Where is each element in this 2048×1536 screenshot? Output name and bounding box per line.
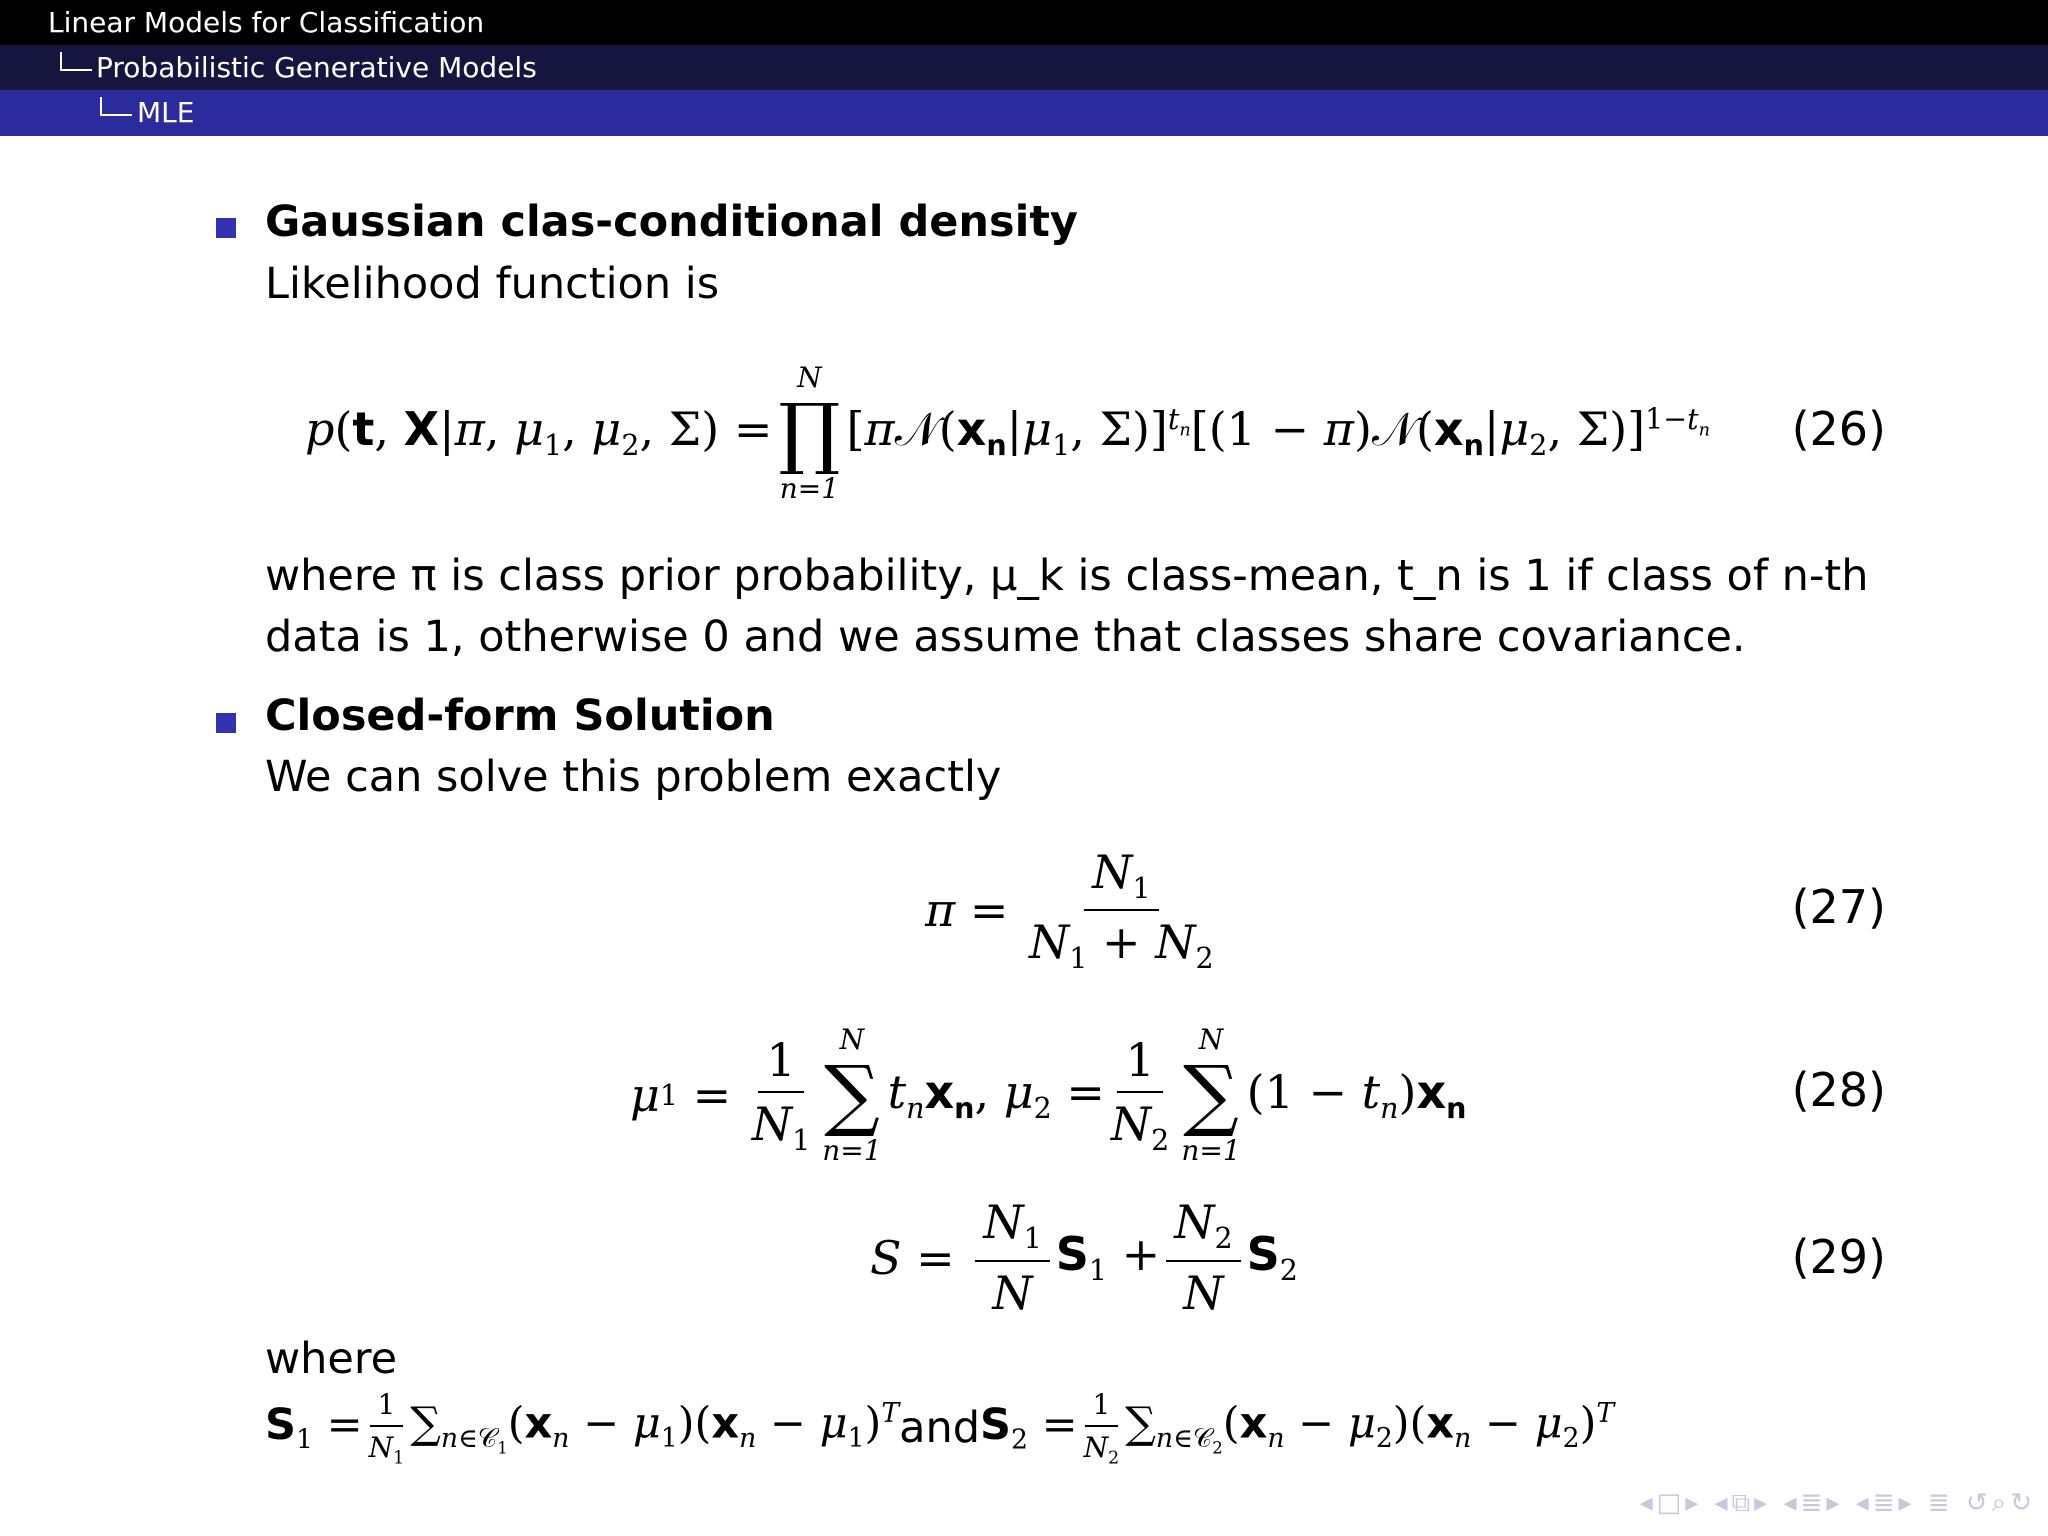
tree-corner-icon xyxy=(100,97,132,116)
equation-number: (26) xyxy=(1791,402,1886,456)
bullet-icon xyxy=(216,713,236,733)
header-subsection-bar[interactable] xyxy=(0,45,2048,90)
equation-28: μ 1 = $\frac{1}{N_1}$ N ∑ n=1 $t_nx_n$, $\mu_2$ = $\frac{1}{N_2}$ N ∑ n=1 $(1 - t_n)x_n$ xyxy=(630,1023,1467,1167)
equation-number: (29) xyxy=(1791,1230,1886,1284)
equation-26: p(t, X|π, $\mu_1$, $\mu_2$, Σ) = N ∏ n=1 [$\pi 𝒩(x_n|\mu_1$, $\Sigma)]^{t_n}[(1 - \pi)𝒩(x_n|\mu_2$, Σ)]$^{1-t_n}$ xyxy=(305,360,1711,505)
equation-number: (27) xyxy=(1791,880,1886,934)
and-word: and xyxy=(899,1403,981,1453)
item-title: Closed-form Solution xyxy=(265,691,775,741)
nav-frame-left-icon[interactable]: ◂□▸ xyxy=(1639,1488,1703,1518)
scatter-definition: $S_1$ = $\frac{1}{N_1}$ $\sum_{n\in 𝒞_1}(x_n - \mu_1)(x_n - \mu_1)^T$ and $S_2$ = $\frac{1}{N_2}$ $\sum_{n\in 𝒞_2}(x_n - \mu_2)(x_n - \mu_2)^T$ xyxy=(265,1387,1615,1469)
nav-subsubsection-icon[interactable]: ◂≣▸ xyxy=(1855,1488,1916,1518)
nav-section-icon[interactable]: ◂≣▸ xyxy=(1783,1488,1844,1518)
nav-search-icon[interactable]: ↺⌕↻ xyxy=(1965,1488,2036,1518)
equation-number: (28) xyxy=(1791,1063,1886,1117)
nav-subsection-icon[interactable]: ◂⧉▸ xyxy=(1714,1488,1772,1518)
item-text: Likelihood function is xyxy=(265,259,720,309)
item-text: data is 1, otherwise 0 and we assume that classes share covariance. xyxy=(265,612,1746,662)
item-text: where π is class prior probability, μ_k is class-mean, t_n is 1 if class of n-th xyxy=(265,551,1869,601)
header-section-title[interactable]: Linear Models for Classification xyxy=(48,6,485,39)
equation-29: S = $\frac{N_1}{N}$ $S_1$ + $\frac{N_2}{N}$ $S_2$ xyxy=(870,1195,1298,1320)
item-title: Gaussian clas-conditional density xyxy=(265,197,1078,247)
header-subsection-title[interactable]: Probabilistic Generative Models xyxy=(96,51,537,84)
nav-menu-icon[interactable]: ≣ xyxy=(1927,1488,1954,1518)
header-section-bar[interactable] xyxy=(0,0,2048,45)
header-subsubsection-title[interactable]: MLE xyxy=(137,96,195,129)
equation-27: π = $\frac{N_1}{N_1 + N_2}$ xyxy=(925,844,1214,976)
beamer-navigation[interactable] xyxy=(1640,1488,2036,1519)
bullet-icon xyxy=(216,218,236,238)
tree-corner-icon xyxy=(60,52,92,71)
item-text: We can solve this problem exactly xyxy=(265,752,1002,802)
header-subsubsection-bar[interactable] xyxy=(0,90,2048,136)
where-label: where xyxy=(265,1334,398,1384)
